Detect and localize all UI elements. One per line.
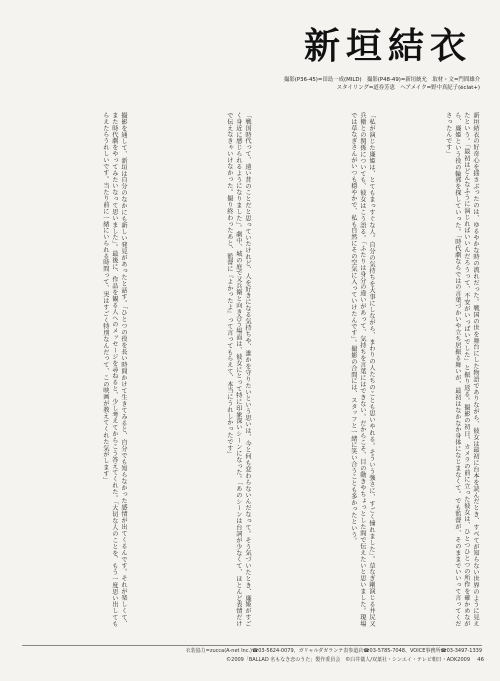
article-column-4: 撮影を通して、新垣は自分のなかにも新しい発見があったと話す。「ひとつの役を長い時間かけて生きてみると、自分でも知らなかった感情が出てくるんです。それが楽しくて、また時代劇をやってみたいなって思いました」。最後に、作品を観る人へのメッセージを尋ねると、少し考えてからこう答えてくれた。「大切な人のことを、もう一度思い出してもらえたらうれしいです。当たり前に一緒にいられる時間って、実はすごく特別なんだって、この映画が教えてくれた気がします」: [101, 112, 127, 627]
article-column-3: 「戦国時代って、遠い昔のことだと思っていたけれど、人を好きになる気持ちや、誰かを守りたいという思いは、今と何も変わらないんだなって。そう気づいたとき、廉姫がすごく身近に感じられるようになりました」。劇中、城の庭で又兵衛と向き合う場面は、彼女にとって特に印象深いシーンになった。「あのシーンは台詞が少なくて、ほとんど表情だけで伝えなきゃいけなかった。撮り終わったあと、監督に『よかったよ』って言ってもらえて、本当にうれしかったです」: [225, 112, 251, 627]
credits-line-styling: スタイリング=道券芳恵 ヘアメイク=野中真紀子(éclat+): [336, 85, 480, 91]
footer-divider: [22, 645, 482, 646]
article-column-2: 「私が演じた廉姫は、とてもまっすぐな人。自分の気持ちを大事にしながら、まわりの人たちのことも思いやれる。そういう強さに、すごく憧れました」。草なぎ剛演じる井尻又兵衛との関係についても、彼女はこう語る。「ふたりは身分の違いがあって、気持ちを言葉にはできない。だからこそ、目の動きやちょっとした間で伝えたいと思いました。現場では草なぎさんがいつも穏やかで、私も自然にその空気に入っていけたんです」。撮影の合間には、スタッフと一緒に笑い合うことも多かったという。: [349, 112, 375, 627]
article-column-1: 新垣結衣の好奇心を揺さぶったのは、ゆるやかな時の流れだった。戦国の世を舞台にした物語でありながら、彼女は最初に台本を読んだとき、すべてが知らない世界のように見えたという。「最初はどんなふうに演じればいいんだろうって、不安がいっぱいでした」と振り返る。撮影の初日、カメラの前に立った彼女は、ひとつひとつの所作を確かめながら、廉姫という役の輪郭を探していった。「時代劇ならではの言葉づかいや立ち居振る舞いが、最初はなかなか身体になじまなくて。でも監督が、そのままでいいって言ってくださったんです」: [444, 112, 479, 627]
footer-copyright: ©2009「BALLAD 名もなき恋のうた」製作委員会 ©臼井儀人/双葉社・シンエイ・テレビ朝日・ADK2009: [226, 657, 470, 663]
credits-line-photo: 撮影(P36-45)=田島一成(MILD) 撮影(P48-49)=新垣統允 取材・文=門間雄介: [284, 77, 480, 83]
page-title: 新垣結衣: [303, 25, 472, 67]
footer-costume-credits: 衣装協力=zucca(A-net Inc.)☎03-5624-0079、ガリャルダガランテ表参道店☎03-5785-7048、VOICE事務所☎03-3497-1339: [185, 648, 482, 654]
page-number: 46: [477, 657, 484, 663]
staff-credits: [220, 76, 480, 92]
